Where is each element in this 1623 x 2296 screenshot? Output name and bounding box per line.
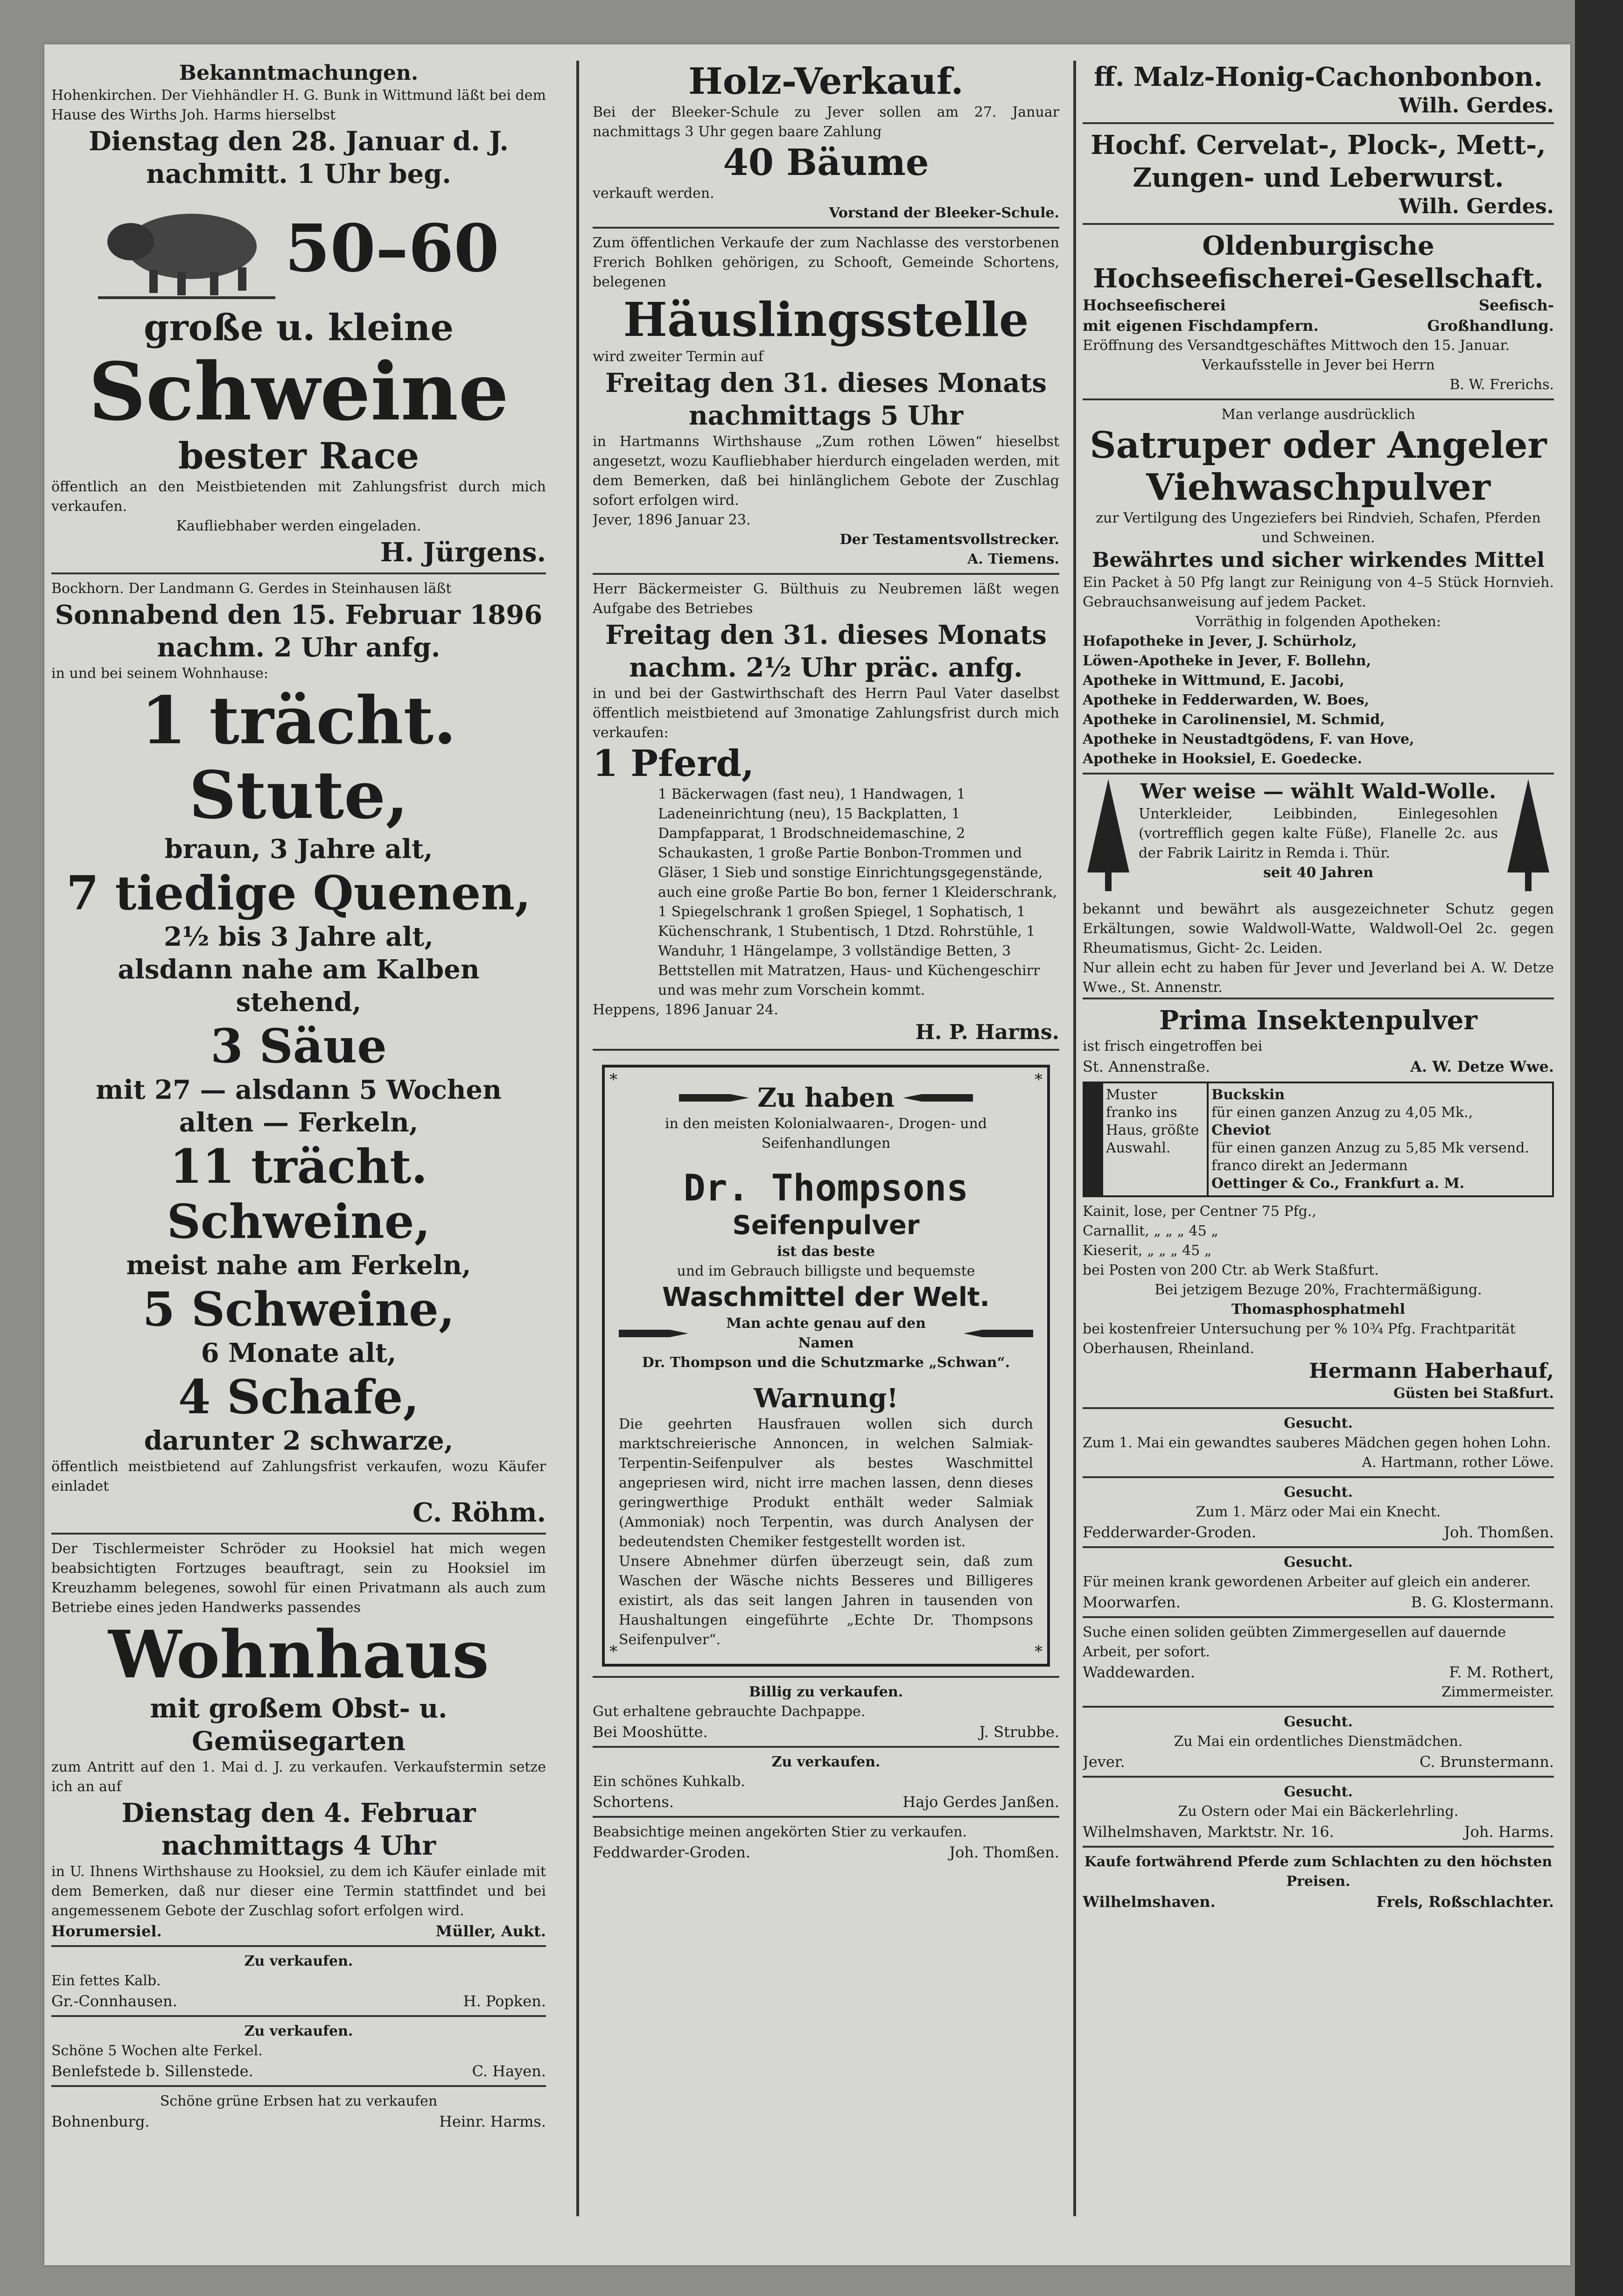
- heading-row: [619, 1082, 1033, 1114]
- ad-text: Ein Packet à 50 Pfg langt zur Reinigung von 4–5 Stück Hornvieh. Gebrauchsanweisung auf jedem Packet.: [1083, 574, 1554, 610]
- section-heading: Bekanntmachungen.: [179, 61, 419, 85]
- ad-date: Freitag den 31. dieses Monats: [605, 368, 1047, 398]
- ad-body: Bei der Bleeker-Schule zu Jever sollen am 27. Januar nachmittags 3 Uhr gegen baare Zahlung: [593, 104, 1059, 140]
- ad-heading: ff. Malz-Honig-Cachonbonbon.: [1094, 62, 1543, 92]
- ad-time: nachmitt. 1 Uhr beg.: [146, 159, 451, 189]
- ad-house-sale: [51, 1533, 546, 1941]
- ad-date: Sonnabend den 15. Februar 1896: [55, 600, 543, 630]
- ad-body: Ein schönes Kuhkalb.: [593, 1773, 745, 1790]
- note-row: [619, 1314, 1033, 1353]
- ad-wanted-apprentice: [1083, 1776, 1554, 1842]
- ad-signature: A. Hartmann, rother Löwe.: [1362, 1454, 1554, 1471]
- ad-peas: [51, 2085, 546, 2132]
- ad-signature-row: [1083, 1662, 1554, 1682]
- warning-text: Unsere Abnehmer dürfen überzeugt sein, daß zum Waschen der Wäsche nichts Besseres und Billigeres existirt, als das seit langen Jahren in tausenden von Haushaltungen eingeführte „Echte Dr. Thompsons Seifenpulver“.: [619, 1553, 1033, 1648]
- column-rule: [1073, 61, 1076, 2216]
- ad-text: öffentlich an den Meistbietenden mit Zahlungsfrist durch mich verkaufen.: [51, 479, 546, 515]
- ad-body: Herr Bäckermeister G. Bülthuis zu Neubremen läßt wegen Aufgabe des Betriebes: [593, 581, 1059, 617]
- ad-signature: Wilh. Gerdes.: [1399, 94, 1554, 118]
- ad-signature: F. M. Rothert,: [1449, 1663, 1554, 1681]
- trees-count: 40 Bäume: [723, 141, 929, 184]
- ad-body: Bockhorn. Der Landmann G. Gerdes in Steinhausen läßt: [51, 580, 452, 597]
- pharmacy-item: Apotheke in Fedderwarden, W. Boes,: [1083, 692, 1370, 708]
- fabric-price: für einen ganzen Anzug zu 5,85 Mk versend. franco direkt an Jedermann: [1211, 1140, 1529, 1174]
- ad-signature: B. G. Klostermann.: [1411, 1593, 1554, 1611]
- scan-edge: [1575, 0, 1623, 2296]
- item-detail: mit 27 — alsdann 5 Wochen: [96, 1075, 502, 1105]
- ad-place: St. Annenstraße.: [1083, 1058, 1210, 1075]
- ad-place: Jever.: [1083, 1753, 1125, 1771]
- ad-signature: J. Strubbe.: [979, 1723, 1059, 1741]
- ad-text: zur Vertilgung des Ungeziefers bei Rindvieh, Schafen, Pferden und Schweinen.: [1096, 510, 1541, 546]
- ad-text: bei kostenfreier Untersuchung per % 10¾ Pfg. Frachtparität Oberhausen, Rheinland.: [1083, 1321, 1516, 1357]
- ad-pre: Man verlange ausdrücklich: [1221, 406, 1415, 423]
- ad-place: Wilhelmshaven.: [1083, 1893, 1216, 1911]
- ad-heading: Prima Insektenpulver: [1159, 1005, 1477, 1036]
- item-line: 4 Schafe,: [178, 1369, 420, 1424]
- item-detail: 6 Monate alt,: [201, 1338, 397, 1368]
- ad-signature: Hajo Gerdes Janßen.: [902, 1793, 1059, 1811]
- house-title: Wohnhaus: [108, 1617, 489, 1693]
- ad-date: Dienstag den 28. Januar d. J.: [89, 126, 509, 157]
- ad-heading: Oldenburgische: [1202, 230, 1434, 261]
- ad-heading: Billig zu verkaufen.: [749, 1684, 903, 1700]
- product-name: Seifenpulver: [732, 1210, 920, 1241]
- ad-body: Gut erhaltene gebrauchte Dachpappe.: [593, 1703, 866, 1720]
- ad-heading: Gesucht.: [1284, 1714, 1353, 1730]
- ad-signature-row: [593, 1842, 1059, 1863]
- ad-place: in und bei seinem Wohnhause:: [51, 665, 269, 682]
- ad-heading: Zu verkaufen.: [244, 1953, 353, 1969]
- ad-heading: Hochseefischerei-Gesellschaft.: [1093, 263, 1544, 294]
- ad-insect-powder: [1083, 998, 1554, 1077]
- ad-place: Verkaufsstelle in Jever bei Herrn: [1202, 357, 1435, 373]
- ad-text: verkauft werden.: [593, 185, 714, 202]
- ad-note: Man achte genau auf den Namen: [726, 1315, 926, 1351]
- ad-signature: Joh. Harms.: [1464, 1823, 1554, 1841]
- ad-wanted-maid: [1083, 1407, 1554, 1473]
- brand-name: Dr. Thompsons: [683, 1167, 969, 1209]
- column-2: [593, 61, 1059, 2268]
- ad-signature: A. Tiemens.: [967, 551, 1059, 567]
- ad-signature-row: [1083, 1592, 1554, 1612]
- ad-body: Ein fettes Kalb.: [51, 1973, 161, 1989]
- ad-body: Beabsichtige meinen angekörten Stier zu verkaufen.: [593, 1824, 967, 1840]
- fishery-label: Hochseefischerei: [1083, 296, 1226, 314]
- ad-body: Der Tischlermeister Schröder zu Hooksiel hat mich wegen beabsichtigten Fortzuges beauftragt, sein zu Hooksiel im Kreuzhamm belegenes, sowohl für einen Privatmann als auch zum Betriebe eines jeden Handwerks passendes: [51, 1541, 546, 1616]
- ad-text: und im Gebrauch billigste und bequemste: [677, 1263, 975, 1279]
- pig-race: bester Race: [178, 435, 420, 477]
- item-detail: darunter 2 schwarze,: [144, 1425, 454, 1456]
- ad-heading: Zu verkaufen.: [771, 1754, 881, 1770]
- ad-signature-row: [1083, 1056, 1554, 1077]
- fertilizer-list: [1083, 1202, 1554, 1261]
- ad-bonbons: [1083, 61, 1554, 119]
- ad-signature-row: [51, 1921, 546, 1941]
- ad-signature-row: [51, 1991, 546, 2011]
- pharmacy-item: Apotheke in Hooksiel, E. Goedecke.: [1083, 751, 1362, 767]
- ad-fertilizer: [1083, 1202, 1554, 1403]
- ad-bull: [593, 1816, 1059, 1863]
- ad-wanted-carpenter: [1083, 1616, 1554, 1702]
- ad-time: nachm. 2 Uhr anfg.: [157, 632, 441, 663]
- pig-size: große u. kleine: [144, 307, 454, 349]
- pointing-hand-right-icon: [679, 1089, 749, 1107]
- forest-wool-body: [1139, 779, 1498, 883]
- ad-horse-buyer: [1083, 1846, 1554, 1912]
- ad-wanted-servant: [1083, 1706, 1554, 1772]
- ad-thompsons-soap: [593, 1049, 1059, 1667]
- pharmacy-item: Apotheke in Neustadtgödens, F. van Hove,: [1083, 731, 1414, 747]
- ad-body: Schöne 5 Wochen alte Ferkel.: [51, 2043, 263, 2059]
- ad-signature: H. Popken.: [463, 1992, 546, 2010]
- ad-signature-row: [1083, 1891, 1554, 1912]
- fir-tree-icon: [1083, 779, 1134, 896]
- fertilizer-row: Carnallit, „ „ „ 45 „: [1083, 1223, 1218, 1239]
- ad-signature: Güsten bei Staßfurt.: [1393, 1385, 1554, 1402]
- ad-text: bekannt und bewährt als ausgezeichneter Schutz gegen Erkältungen, sowie Waldwoll-Watte, Waldwoll-Oel 2c. gegen Rheumatismus, Gicht- 2c. Leiden.: [1083, 901, 1554, 956]
- ad-text: Unterkleider, Leibbinden, Einlegesohlen (vortrefflich gegen kalte Füße), Flanelle 2c. aus der Fabrik Lairitz in Remda i. Thür.: [1139, 806, 1498, 861]
- ad-place: Horumersiel.: [51, 1922, 162, 1940]
- ad-signature: Joh. Thomßen.: [949, 1843, 1059, 1861]
- fabric-name: Buckskin: [1211, 1087, 1285, 1103]
- box-right: [1209, 1083, 1552, 1195]
- ad-signature: Wilh. Gerdes.: [1399, 195, 1554, 218]
- ad-signature-row: [51, 2111, 546, 2132]
- ad-body: Zu Mai ein ordentliches Dienstmädchen.: [1174, 1733, 1463, 1750]
- ad-text: in und bei der Gastwirthschaft des Herrn Paul Vater daselbst öffentlich meistbietend auf 3monatige Zahlungsfrist durch mich verkaufen:: [593, 685, 1059, 741]
- item-detail: alsdann nahe am Kalben stehend,: [118, 954, 480, 1018]
- item-line: 5 Schweine,: [142, 1282, 455, 1337]
- corner-star-icon: *: [1035, 1070, 1042, 1089]
- ad-text: wird zweiter Termin auf: [593, 349, 763, 365]
- ad-signature: Zimmermeister.: [1441, 1684, 1554, 1700]
- fishery-label: mit eigenen Fischdampfern.: [1083, 317, 1319, 335]
- pig-illustration: [98, 190, 275, 307]
- pig-title: Schweine: [88, 345, 509, 439]
- ad-frame: [602, 1065, 1050, 1667]
- box-bar: [1084, 1083, 1103, 1195]
- item-detail: meist nahe am Ferkeln,: [126, 1250, 471, 1281]
- horse-title: 1 Pferd,: [593, 742, 755, 785]
- house-sub: mit großem Obst- u. Gemüsegarten: [150, 1693, 448, 1757]
- box-left-text: Muster franko ins Haus, größte Auswahl.: [1103, 1083, 1209, 1195]
- ad-cottage-sale: [593, 227, 1059, 569]
- ad-calf: [51, 1945, 546, 2011]
- ad-place: Schortens.: [593, 1793, 674, 1811]
- ad-body: Kaufe fortwährend Pferde zum Schlachten zu den höchsten Preisen.: [1084, 1854, 1553, 1890]
- ad-signature: C. Brunstermann.: [1419, 1753, 1554, 1771]
- ad-signature: C. Hayen.: [472, 2062, 546, 2080]
- ad-text: in Hartmanns Wirthshause „Zum rothen Löwen“ hieselbst angesetzt, wozu Kaufliebhaber hierdurch eingeladen werden, mit dem Bemerken, daß bei hinlänglichem Gebote der Zuschlag sofort erfolgen wird.: [593, 433, 1059, 509]
- ad-body: Hohenkirchen. Der Viehhändler H. G. Bunk in Wittmund läßt bei dem Hause des Wirths Joh. Harms hierselbst: [51, 87, 546, 123]
- pointing-hand-left-icon: [964, 1324, 1033, 1343]
- ad-heading: Gesucht.: [1284, 1784, 1353, 1800]
- pharmacy-item: Löwen-Apotheke in Jever, F. Bollehn,: [1083, 653, 1371, 669]
- ad-text: bei Posten von 200 Ctr. ab Werk Staßfurt.: [1083, 1262, 1379, 1278]
- fertilizer-row: Kainit, lose, per Centner 75 Pfg.,: [1083, 1203, 1316, 1220]
- ad-role: Der Testamentsvollstrecker.: [839, 531, 1059, 548]
- ad-bakery-auction: [593, 573, 1059, 1045]
- item-detail: alten — Ferkeln,: [179, 1107, 419, 1138]
- ad-place: Bei Mooshütte.: [593, 1723, 708, 1741]
- ad-forest-wool: [1083, 773, 1554, 896]
- ad-cloth-box: [1083, 1082, 1554, 1197]
- item-detail: 2½ bis 3 Jahre alt,: [164, 921, 434, 952]
- warning-heading: Warnung!: [754, 1383, 898, 1414]
- column-3: [1083, 61, 1554, 2268]
- ad-livestock-auction: [51, 572, 546, 1529]
- ad-text: Bei jetzigem Bezuge 20%, Frachtermäßigung.: [1154, 1282, 1482, 1298]
- ad-sub: in den meisten Kolonialwaaren-, Drogen- und Seifenhandlungen: [665, 1116, 987, 1151]
- ad-body: Für meinen krank gewordenen Arbeiter auf gleich ein anderer.: [1083, 1574, 1531, 1590]
- ad-sausages: [1083, 122, 1554, 219]
- ad-signature-row: [593, 1722, 1059, 1742]
- ad-signature-row: [1083, 1522, 1554, 1542]
- ad-heading: Zu verkaufen.: [244, 2023, 353, 2039]
- ad-signature: B. W. Frerichs.: [1449, 377, 1554, 393]
- ad-time: nachm. 2½ Uhr präc. anfg.: [629, 652, 1023, 683]
- ad-signature: Vorstand der Bleeker-Schule.: [829, 205, 1059, 221]
- ad-text: zum Antritt auf den 1. Mai d. J. zu verkaufen. Verkaufstermin setze ich an auf: [51, 1759, 546, 1795]
- ad-place: Feddwarder-Groden.: [593, 1843, 750, 1861]
- item-line: 7 tiedige Quenen,: [66, 865, 531, 921]
- ad-sub: Bewährtes und sicher wirkendes Mittel: [1092, 548, 1545, 572]
- ad-signature: Frels, Roßschlachter.: [1376, 1893, 1554, 1911]
- ad-text: Eröffnung des Versandtgeschäftes Mittwoch den 15. Januar.: [1083, 337, 1510, 354]
- item-line: 1 trächt. Stute,: [141, 683, 456, 834]
- corner-star-icon: *: [609, 1642, 617, 1661]
- ad-signature: H. P. Harms.: [915, 1020, 1059, 1044]
- pointing-hand-right-icon: [619, 1324, 688, 1343]
- ad-place: Benlefstede b. Sillenstede.: [51, 2062, 253, 2080]
- fertilizer-row: Kieserit, „ „ „ 45 „: [1083, 1242, 1212, 1259]
- ad-calf-2: [593, 1746, 1059, 1812]
- ad-text: öffentlich meistbietend auf Zahlungsfrist verkaufen, wozu Käufer einladet: [51, 1459, 546, 1494]
- ad-signature-row: [1083, 1821, 1554, 1842]
- ad-signature-row: [593, 1792, 1059, 1812]
- item-line: 11 trächt. Schweine,: [167, 1139, 431, 1249]
- ad-body: Schöne grüne Erbsen hat zu verkaufen: [160, 2093, 438, 2109]
- ad-date: Dienstag den 4. Februar: [121, 1798, 476, 1828]
- ad-body: Suche einen soliden geübten Zimmergesellen auf dauernde Arbeit, per sofort.: [1083, 1624, 1506, 1660]
- ad-body: Zum 1. Mai ein gewandtes sauberes Mädchen gegen hohen Lohn.: [1083, 1435, 1551, 1451]
- ad-piglets: [51, 2015, 546, 2081]
- ad-text: Nur allein echt zu haben für Jever und Jeverland bei A. W. Detze Wwe., St. Annenstr.: [1083, 960, 1554, 996]
- column-1: [51, 61, 546, 2268]
- ad-place: Gr.-Connhausen.: [51, 1992, 177, 2010]
- ad-heading: Gesucht.: [1284, 1554, 1353, 1570]
- ad-signature: Hermann Haberhauf,: [1309, 1359, 1554, 1383]
- ad-place: Wilhelmshaven, Marktstr. Nr. 16.: [1083, 1823, 1334, 1841]
- item-list: 1 Bäckerwagen (fast neu), 1 Handwagen, 1 Ladeneinrichtung (neu), 15 Backplatten, 1 Dampfapparat, 1 Brodschneidemaschine, 2 Schaukasten, 1 große Partie Bonbon-Trommen und Gläser, 1 Sieb und sonstige Einrichtungsgegenstände, auch eine große Partie Bo bon, ferner 1 Kleiderschrank, 1 Spiegelschrank 1 großen Spiegel, 1 Sophatisch, 1 Küchenschrank, 1 Stubentisch, 1 Dtzd. Rohrstühle, 1 Wanduhr, 1 Hängelampe, 3 vollständige Betten, 3 Bettstellen mit Matratzen, Haus- und Küchengeschirr und was mehr zum Vorschein kommt.: [658, 786, 1057, 998]
- ad-heading: Wer weise — wählt Wald-Wolle.: [1140, 780, 1497, 803]
- ad-heading: Zu haben: [757, 1082, 895, 1113]
- fishery-row: [1083, 315, 1554, 336]
- ad-pig-auction: [51, 61, 546, 569]
- ad-signature-row: [1083, 1752, 1554, 1772]
- pharmacy-item: Apotheke in Carolinensiel, M. Schmid,: [1083, 712, 1385, 728]
- ad-since: seit 40 Jahren: [1263, 865, 1373, 881]
- ad-dateline: Jever, 1896 Januar 23.: [593, 512, 751, 528]
- ad-signature: Heinr. Harms.: [439, 2113, 546, 2130]
- ad-heading: Satruper oder Angeler Viehwaschpulver: [1090, 424, 1547, 509]
- pharmacy-item: Hofapotheke in Jever, J. Schürholz,: [1083, 633, 1357, 649]
- ad-invite: Kaufliebhaber werden eingeladen.: [176, 518, 421, 534]
- ad-heading: Gesucht.: [1284, 1484, 1353, 1500]
- ad-signature: A. W. Detze Wwe.: [1410, 1058, 1554, 1075]
- ad-text: in U. Ihnens Wirthshause zu Hooksiel, zu dem ich Käufer einlade mit dem Bemerken, daß nur dieser eine Termin stattfindet und bei angemessenem Gebote der Zuschlag sofort erfolgen wird.: [51, 1863, 546, 1919]
- ad-signature: C. Röhm.: [413, 1497, 546, 1528]
- ad-heading: Gesucht.: [1284, 1415, 1353, 1431]
- ad-signature-row: [51, 2061, 546, 2081]
- ad-signature: Müller, Aukt.: [435, 1922, 546, 1940]
- ad-place: Waddewarden.: [1083, 1663, 1196, 1681]
- pig-row: [51, 190, 546, 307]
- ad-signature: Oettinger & Co., Frankfurt a. M.: [1211, 1175, 1465, 1192]
- ad-claim: Waschmittel der Welt.: [662, 1282, 990, 1312]
- ad-heading: Hochf. Cervelat-, Plock-, Mett-, Zungen- und Leberwurst.: [1091, 130, 1546, 193]
- warning-text: Die geehrten Hausfrauen wollen sich durch marktschreierische Annoncen, in welchen Salmiak-Terpentin-Seifenpulver als bestes Waschmittel angepriesen wird, nicht irre machen lassen, denn dieses geringwerthige Produkt enthält weder Salmiak (Ammoniak) noch Terpentin, was durch Analysen der bedeutendsten Chemiker festgestellt worden ist.: [619, 1416, 1033, 1550]
- fishery-row: [1083, 295, 1554, 315]
- ad-dateline: Heppens, 1896 Januar 24.: [593, 1002, 778, 1018]
- fishery-label: Seefisch-: [1478, 296, 1554, 314]
- ad-wanted-farmhand: [1083, 1476, 1554, 1542]
- corner-star-icon: *: [1035, 1642, 1042, 1661]
- fabric-name: Cheviot: [1211, 1122, 1271, 1138]
- ad-fishery: [1083, 223, 1554, 395]
- ad-claim: ist das beste: [777, 1243, 875, 1260]
- ad-date: Freitag den 31. dieses Monats: [605, 620, 1047, 650]
- ad-time: nachmittags 5 Uhr: [688, 400, 964, 431]
- ad-trademark: Dr. Thompson und die Schutzmarke „Schwan“.: [642, 1354, 1010, 1371]
- ad-heading: Thomasphosphatmehl: [1231, 1301, 1406, 1318]
- ad-place: Bohnenburg.: [51, 2113, 150, 2130]
- corner-star-icon: *: [609, 1070, 617, 1089]
- ad-body: Zum öffentlichen Verkaufe der zum Nachlasse des verstorbenen Frerich Bohlken gehörigen, zu Schooft, Gemeinde Schortens, belegenen: [593, 235, 1059, 290]
- fir-tree-icon: [1503, 779, 1554, 896]
- ad-body: Zum 1. März oder Mai ein Knecht.: [1196, 1504, 1441, 1520]
- item-detail: braun, 3 Jahre alt,: [164, 834, 433, 865]
- pointing-hand-left-icon: [903, 1089, 973, 1107]
- ad-wood-sale: [593, 61, 1059, 223]
- ad-place: Moorwarfen.: [1083, 1593, 1181, 1611]
- ad-signature: Joh. Thomßen.: [1444, 1523, 1554, 1541]
- item-line: 3 Säue: [210, 1019, 387, 1074]
- ad-signature: H. Jürgens.: [380, 537, 546, 568]
- ad-cattle-powder: [1083, 398, 1554, 769]
- ad-roofing: [593, 1676, 1059, 1742]
- pharmacy-item: Apotheke in Wittmund, E. Jacobi,: [1083, 672, 1344, 689]
- column-rule: [576, 61, 579, 2216]
- pig-count: 50–60: [285, 210, 499, 287]
- fabric-price: für einen ganzen Anzug zu 4,05 Mk.,: [1211, 1104, 1473, 1121]
- ad-time: nachmittags 4 Uhr: [161, 1830, 436, 1861]
- ad-wanted-worker: [1083, 1546, 1554, 1612]
- ad-place: Fedderwarder-Groden.: [1083, 1523, 1257, 1541]
- ad-body: Zu Ostern oder Mai ein Bäckerlehrling.: [1178, 1803, 1459, 1820]
- ad-text: ist frisch eingetroffen bei: [1083, 1038, 1263, 1054]
- ad-heading: Holz-Verkauf.: [688, 61, 964, 103]
- fishery-label: Großhandlung.: [1427, 317, 1554, 335]
- ad-stock: Vorräthig in folgenden Apotheken:: [1196, 614, 1441, 630]
- cottage-title: Häuslingsstelle: [623, 292, 1029, 347]
